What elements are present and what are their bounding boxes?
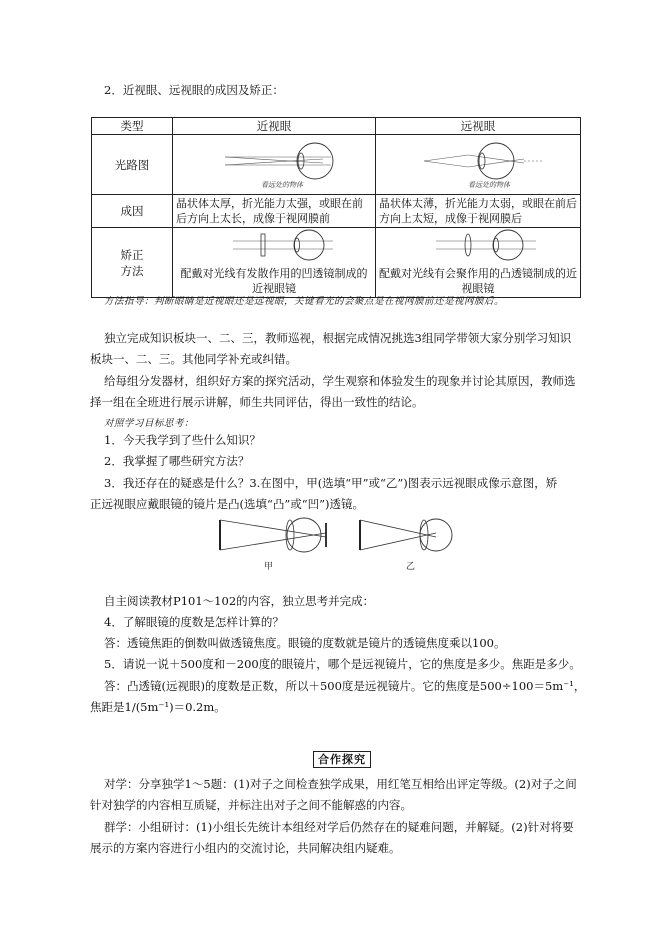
table-row	[92, 228, 581, 298]
figure-label-jia: 甲	[264, 562, 274, 572]
figure-label-yi: 乙	[406, 562, 416, 572]
hyperopia-light-diagram	[376, 135, 581, 195]
comparison-table	[91, 117, 581, 298]
paragraph: 展示的方案内容进行小组内的交流讨论，共同解决组内疑难。	[90, 841, 401, 855]
diagram-caption: 看远处的物体	[468, 181, 510, 189]
reflection-title: 对照学习目标思考：	[104, 418, 195, 429]
question-2: 2．我掌握了哪些研究方法？	[104, 454, 250, 468]
diagram-caption: 看远处的物体	[261, 181, 303, 189]
myopia-light-diagram	[173, 135, 376, 195]
hyperopia-correction-text: 配戴对光线有会聚作用的凸透镜制成的近视眼镜	[379, 267, 577, 295]
eye-figures	[214, 515, 454, 587]
myopia-correction	[173, 228, 376, 298]
figure-yi	[360, 519, 452, 572]
myopia-ray-diagram	[173, 135, 369, 191]
header-myopia: 近视眼	[173, 118, 376, 135]
table-header-row	[92, 118, 581, 135]
myopia-correction-text: 配戴对光线有发散作用的凹透镜制成的近视眼镜	[180, 267, 368, 295]
myopia-correction-diagram	[173, 228, 369, 262]
header-type: 类型	[92, 118, 173, 135]
header-hyperopia: 远视眼	[376, 118, 581, 135]
question-3: 3．我还存在的疑惑是什么？3.在图中，甲(选填“甲”或“乙”)图表示远视眼成像示意图，矫	[104, 476, 558, 490]
myopia-cause: 晶状体太厚，折光能力太强，或眼在前后方向上太长，成像于视网膜前	[173, 195, 376, 228]
paragraph: 群学：小组研讨：(1)小组长先统计本组经对学后仍然存在的疑难问题，并解疑。(2)针对将要	[104, 820, 574, 834]
paragraph: 给每组分发器材，组织好方案的探究活动，学生观察和体验发生的现象并讨论其原因，教师选	[104, 374, 576, 388]
paragraph: 板块一、二、三。其他同学补充或纠错。	[90, 352, 297, 366]
hyperopia-correction	[376, 228, 581, 298]
table-row	[92, 195, 581, 228]
paragraph: 独立完成知识板块一、二、三，教师巡视，根据完成情况挑选3组同学带领大家分别学习知识	[104, 331, 572, 345]
question-4: 4．了解眼镜的度数是怎样计算的？	[104, 615, 284, 629]
answer-5: 答：凸透镜(远视眼)的度数是正数，所以＋500度是远视镜片。它的焦度是500÷100＝5m⁻¹，	[104, 679, 586, 693]
hyperopia-correction-diagram	[376, 228, 574, 262]
paragraph: 择一组在全班进行展示讲解，师生共同评估，得出一致性的结论。	[90, 395, 424, 409]
hyperopia-ray-diagram	[376, 135, 574, 191]
row-label-light-path: 光路图	[92, 135, 173, 195]
question-1: 1．今天我学到了些什么知识？	[104, 433, 261, 447]
paragraph: 针对独学的内容相互质疑，并标注出对子之间不能解惑的内容。	[90, 798, 412, 812]
section-title: 2．近视眼、远视眼的成因及矫正：	[104, 83, 284, 97]
row-label-cause: 成因	[92, 195, 173, 228]
paragraph: 对学：分享独学1～5题：(1)对子之间检查独学成果，用红笔互相给出评定等级。(2)对子之间	[104, 777, 577, 791]
reading-instruction: 自主阅读教材P101～102的内容，独立思考并完成：	[104, 594, 375, 608]
figure-jia	[220, 518, 326, 572]
answer-4: 答：透镜焦距的倒数叫做透镜焦度。眼镜的度数就是镜片的透镜焦度乘以100。	[104, 636, 506, 650]
hyperopia-cause: 晶状体太薄，折光能力太弱，或眼在前后方向上太短，成像于视网膜后	[376, 195, 581, 228]
answer-5-cont: 焦距是1/(5m⁻¹)＝0.2m。	[90, 700, 226, 714]
method-tip: 方法指导：判断眼睛是近视眼还是远视眼，关键看光的会聚点是在视网膜前还是视网膜后。	[104, 296, 505, 307]
row-label-correction: 矫正 方法	[92, 228, 173, 298]
question-3-cont: 正远视眼应戴眼镜的镜片是凸(选填“凸”或“凹”)透镜。	[90, 497, 364, 511]
question-5: 5．请说一说＋500度和－200度的眼镜片，哪个是远视镜片，它的焦度是多少。焦距是多少。	[104, 657, 581, 671]
cooperative-inquiry-badge: 合作探究	[313, 751, 371, 768]
table-row	[92, 135, 581, 195]
